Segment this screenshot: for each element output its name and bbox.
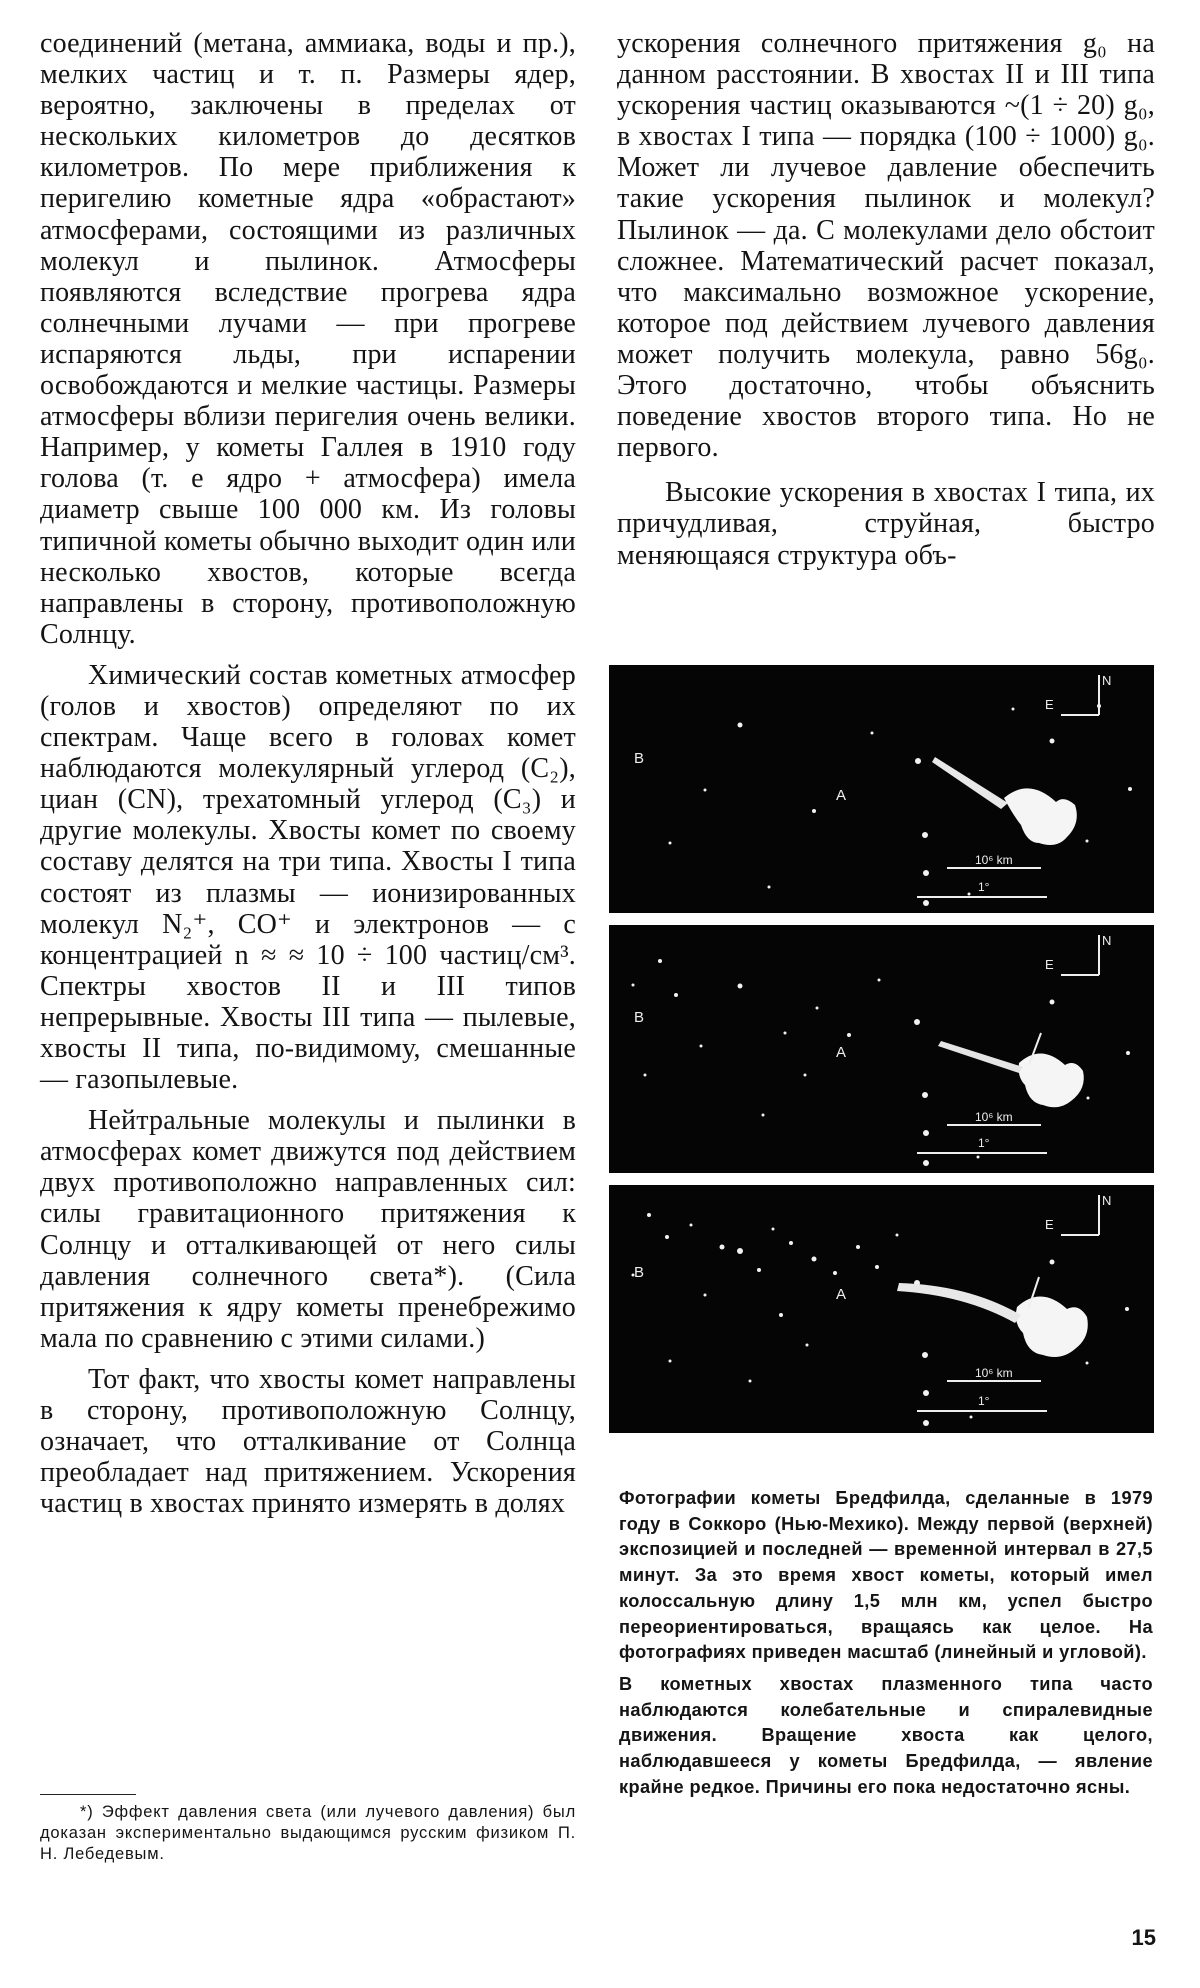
paragraph: Тот факт, что хвосты комет направлены в сторону, противоположную Солнцу, означает, что отталкивание от Солнца преобладает над притяжением. Ускорения частиц в хвостах принято измерять в долях (40, 1363, 576, 1520)
paragraph: ускорения солнечного притяжения g₀ на данном расстоянии. В хвостах II и III типа ускорения частиц оказываются ~(1 ÷ 20) g₀, в хвостах I типа — порядка (100 ÷ 1000) g₀. Может ли лучевое давление обеспечить такие ускорения пылинок и молекул? Пылинок — да. С молекулами дело обстоит сложнее. Математический расчет показал, что максимально возможное ускорение, которое под действием лучевого давления может получить молекула, равно 56g₀. Этого достаточно, чтобы объяснить поведение хвостов второго типа. Но не первого. (617, 28, 1155, 464)
label-east: E (1045, 697, 1054, 712)
scale-km-label: 10⁶ km (975, 1366, 1013, 1380)
comet-photo-2 (609, 925, 1154, 1173)
page-number: 15 (1131, 1925, 1156, 1950)
paragraph: Химический состав кометных атмосфер (голов и хвостов) определяют по их спектрам. Чаще всего в головах комет наблюдаются молекулярный углерод (C₂), циан (CN), трехатомный углерод (C₃) и другие молекулы. Хвосты комет по своему составу делятся на три типа. Хвосты I типа состоят из плазмы — ионизированных молекул N₂⁺, CO⁺ и электронов — с концентрацией n ≈ ≈ 10 ÷ 100 частиц/см³. Спектры хвостов II и III типов непрерывные. Хвосты III типа — пылевые, хвосты II типа, по-видимому, смешанные — газопылевые. (40, 659, 576, 1096)
comet-figure (609, 665, 1154, 1445)
label-east: E (1045, 957, 1054, 972)
caption-paragraph: В кометных хвостах плазменного типа часто наблюдаются колебательные и спиралевидные движения. Вращение хвоста как целого, наблюдавшееся у кометы Бредфилда, — явление крайне редкое. Причины его пока недостаточно ясны. (619, 1673, 1153, 1797)
scale-degree-label: 1° (978, 880, 990, 894)
label-a: A (836, 787, 847, 804)
label-b: B (634, 1009, 645, 1026)
label-north: N (1102, 673, 1112, 688)
footnote-divider (40, 1794, 136, 1795)
figure-caption (619, 1486, 1153, 1800)
label-a: A (836, 1286, 847, 1303)
paragraph: Нейтральные молекулы и пылинки в атмосферах комет движутся под действием двух противоположно направленных сил: силы гравитационного притяжения к Солнцу и отталкивающей от него силы давления солнечного света*). (Сила притяжения к ядру кометы пренебрежимо мала по сравнению с этими силами.) (40, 1105, 576, 1354)
label-b: B (634, 1264, 645, 1281)
label-north: N (1102, 933, 1112, 948)
label-east: E (1045, 1217, 1054, 1232)
comet-photo-1 (609, 665, 1154, 913)
label-a: A (836, 1044, 847, 1061)
scale-degree-label: 1° (978, 1394, 990, 1408)
footnote: *) Эффект давления света (или лучевого давления) был доказан экспериментально выдающимся русским физиком П. Н. Лебедевым. (40, 1803, 576, 1863)
caption-paragraph: Фотографии кометы Бредфилда, сделанные в 1979 году в Соккоро (Нью-Мехико). Между первой (верхней) экспозицией и последней — временной интервал в 27,5 минут. За это время хвост кометы, который имел колоссальную длину 1,5 млн км, успел быстро переориентироваться, вращаясь как целое. На фотографиях приведен масштаб (линейный и угловой). (619, 1488, 1153, 1663)
label-north: N (1102, 1193, 1112, 1208)
left-column (40, 28, 576, 1519)
comet-photo-3 (609, 1185, 1154, 1433)
scale-km-label: 10⁶ km (975, 1110, 1013, 1124)
label-b: B (634, 750, 645, 767)
paragraph: соединений (метана, аммиака, воды и пр.), мелких частиц и т. п. Размеры ядер, вероятно, заключены в пределах от нескольких километров до десятков километров. По мере приближения к перигелию кометные ядра «обрастают» атмосферами, состоящими из различных молекул и пылинок. Атмосферы появляются вследствие прогрева ядра солнечными лучами — при прогреве испаряются льды, при испарении освобождаются и мелкие частицы. Размеры атмосферы вблизи перигелия очень велики. Например, у кометы Галлея в 1910 году голова (т. е ядро + атмосфера) имела диаметр свыше 100 000 км. Из головы типичной кометы обычно выходит один или несколько хвостов, которые всегда направлены в сторону, противоположную Солнцу. (40, 28, 576, 650)
scale-km-label: 10⁶ km (975, 853, 1013, 867)
right-column (617, 28, 1155, 571)
scale-degree-label: 1° (978, 1136, 990, 1150)
paragraph: Высокие ускорения в хвостах I типа, их причудливая, струйная, быстро меняющаяся структура объ- (617, 477, 1155, 571)
